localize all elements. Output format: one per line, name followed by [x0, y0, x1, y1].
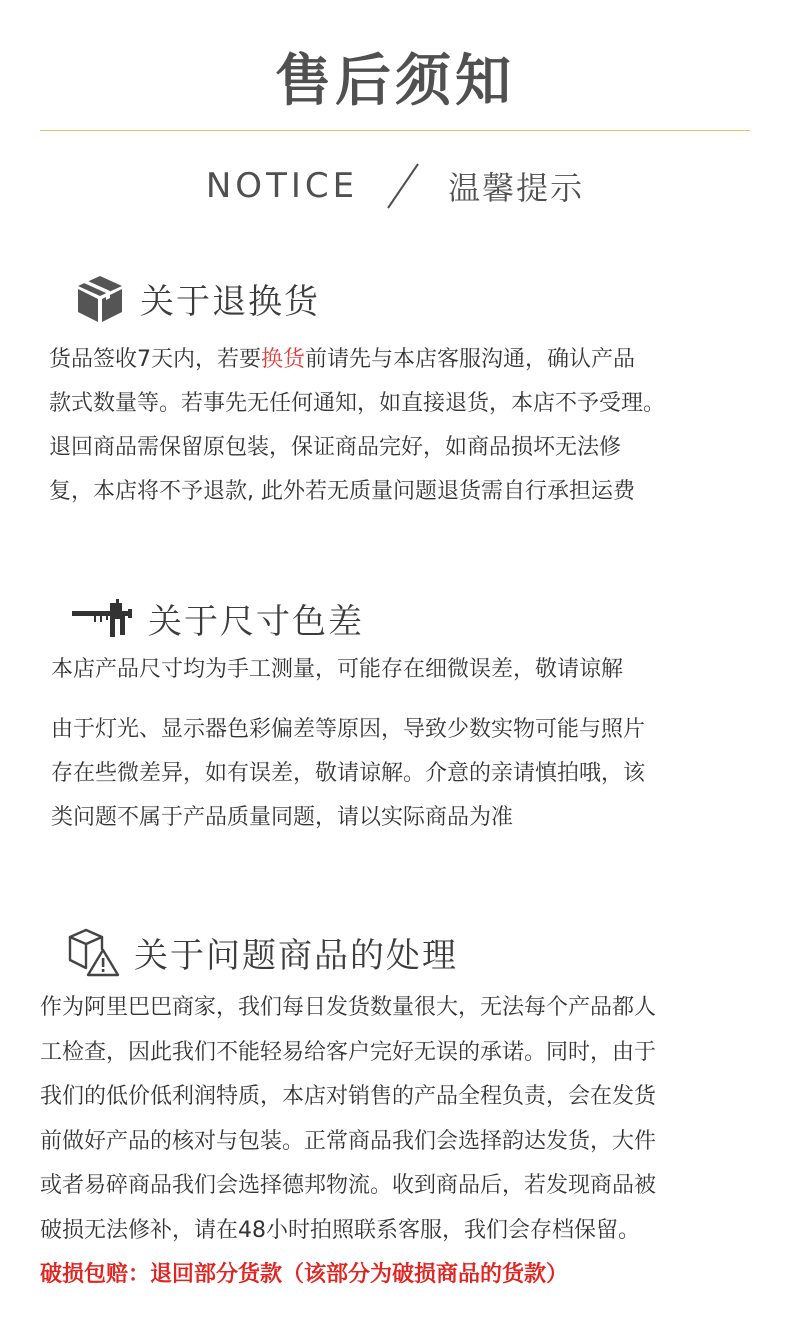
section-size-note: 本店产品尺寸均为手工测量，可能存在细微误差，敬请谅解 — [51, 657, 624, 682]
text-line: 作为阿里巴巴商家，我们每日发货数量很大，无法每个产品都人 — [40, 995, 657, 1020]
subtitle-chinese: 温馨提示 — [448, 169, 585, 207]
section-size-text — [51, 708, 645, 840]
text-fragment: 前请先与本店客服沟通，确认产品 — [305, 347, 636, 372]
text-line: 或者易碎商品我们会选择德邦物流。收到商品后，若发现商品被 — [40, 1173, 657, 1198]
section-returns-title: 关于退换货 — [140, 281, 320, 322]
text-line: 破损无法修补，请在48小时拍照联系客服，我们会存档保留。 — [40, 1217, 640, 1243]
caliper-icon — [70, 595, 134, 643]
section-problem-text — [40, 986, 656, 1298]
section-problem-title: 关于问题商品的处理 — [134, 935, 458, 976]
text-line: 复，本店将不予退款, 此外若无质量问题退货需自行承担运费 — [49, 479, 635, 504]
damage-compensation-alert: 破损包赔：退回部分货款（该部分为破损商品的货款） — [40, 1262, 569, 1287]
section-size-heading — [70, 594, 364, 643]
text-line: 款式数量等。若事先无任何通知，如直接退货，本店不予受理。 — [49, 391, 666, 416]
text-line: 我们的低价低利润特质，本店对销售的产品全程负责，会在发货 — [40, 1084, 657, 1109]
section-returns-text — [49, 338, 665, 514]
text-line — [49, 338, 665, 382]
text-line: 工检查，因此我们不能轻易给客户完好无误的承诺。同时，由于 — [40, 1039, 657, 1065]
package-box-icon — [74, 272, 126, 324]
text-line: 前做好产品的核对与包装。正常商品我们会选择韵达发货，大件 — [40, 1128, 657, 1154]
highlight-exchange: 换货 — [261, 347, 306, 372]
section-size-title: 关于尺寸色差 — [148, 602, 364, 642]
damaged-package-icon — [66, 926, 120, 978]
text-line: 类问题不属于产品质量同题，请以实际商品为准 — [51, 805, 514, 830]
section-returns-heading — [74, 272, 320, 324]
subtitle-english: NOTICE — [205, 166, 359, 206]
slash-divider-icon — [378, 160, 430, 212]
text-line: 存在些微差异，如有误差，敬请谅解。介意的亲请慎拍哦，该 — [51, 761, 646, 786]
page-title: 售后须知 — [275, 49, 515, 114]
title-divider — [40, 130, 750, 131]
text-line: 由于灯光、显示器色彩偏差等原因，导致少数实物可能与照片 — [51, 717, 646, 742]
section-problem-heading — [66, 926, 458, 978]
text-line: 退回商品需保留原包装，保证商品完好，如商品损坏无法修 — [49, 435, 622, 460]
text-fragment: 货品签收7天内，若要 — [49, 347, 261, 372]
notice-subtitle — [0, 160, 790, 212]
